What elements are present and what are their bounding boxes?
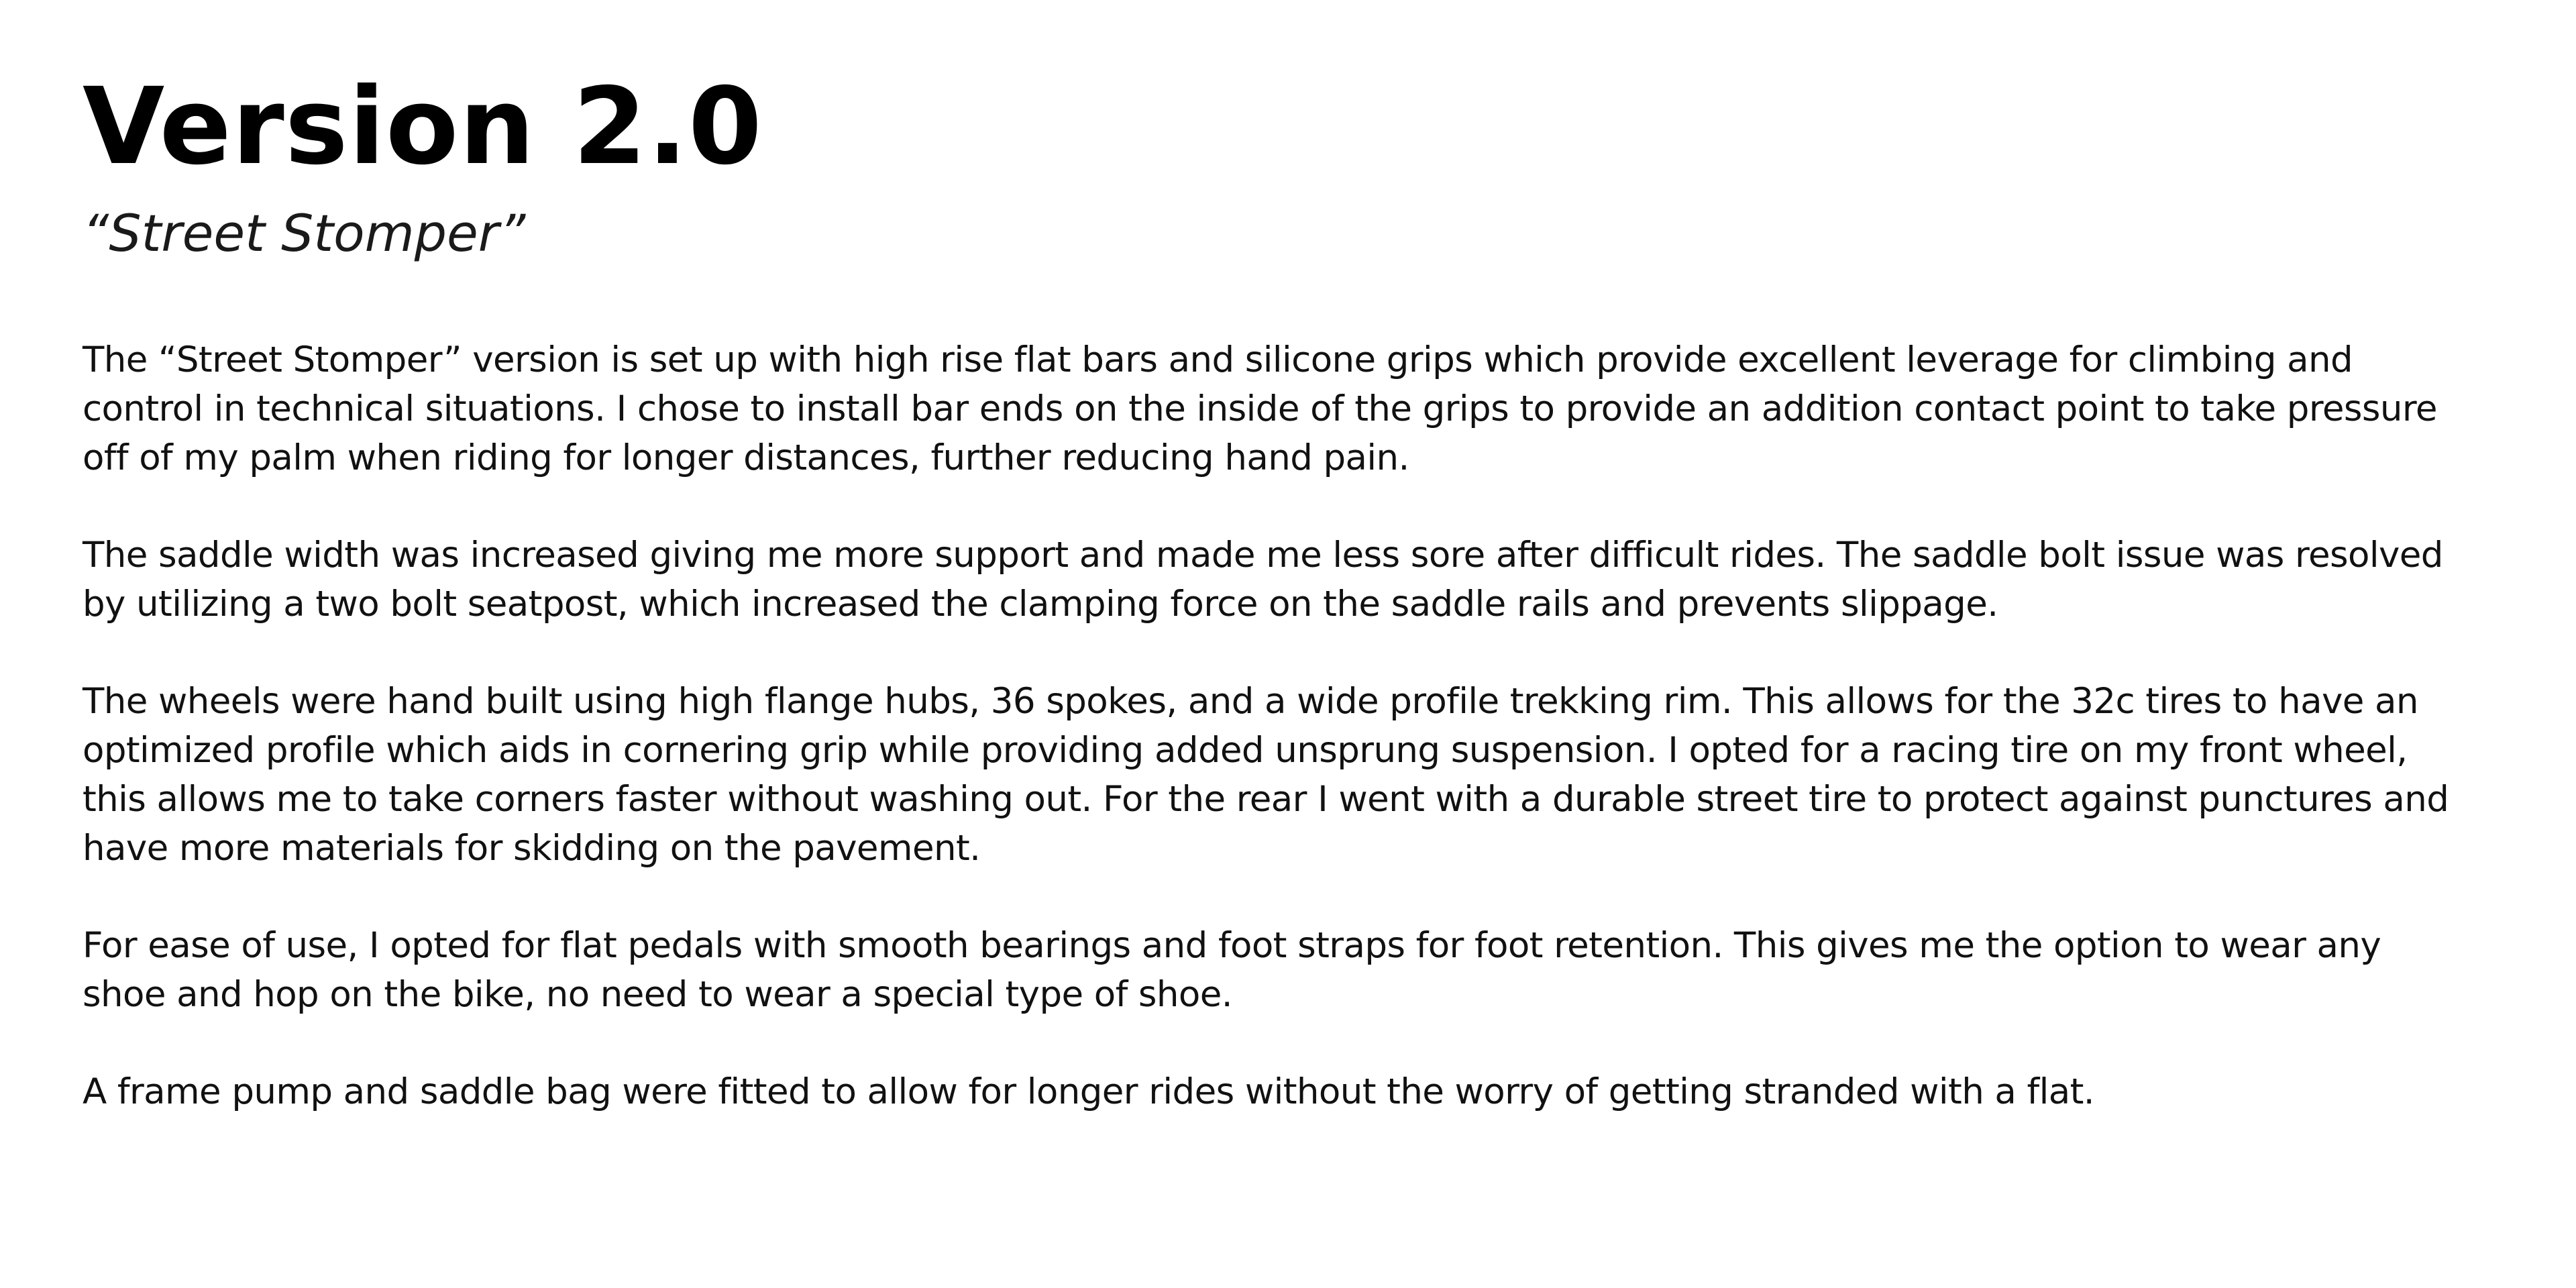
document-page [83, 65, 2471, 1165]
paragraph-handlebars: The “Street Stomper” version is set up with high rise flat bars and silicone grips which provide excellent leverage for climbing and control in technical situations. I chose to install bar ends on the inside of the grips to provide an addition contact point to take pressure off of my palm when riding for longer distances, further reducing hand pain. [83, 339, 2437, 478]
paragraph-pedals: For ease of use, I opted for flat pedals with smooth bearings and foot straps for foot retention. This gives me the option to wear any shoe and hop on the bike, no need to wear a special type of shoe. [83, 924, 2381, 1015]
paragraph-saddle: The saddle width was increased giving me more support and made me less sore after difficult rides. The saddle bolt issue was resolved by utilizing a two bolt seatpost, which increased the clamping force on the saddle rails and prevents slippage. [83, 534, 2443, 625]
paragraph-accessories: A frame pump and saddle bag were fitted to allow for longer rides without the worry of getting stranded with a flat. [83, 1071, 2095, 1112]
body-text [83, 335, 2471, 1116]
paragraph-wheels: The wheels were hand built using high flange hubs, 36 spokes, and a wide profile trekking rim. This allows for the 32c tires to have an optimized profile which aids in cornering grip while providing added unsprung suspension. I opted for a racing tire on my front wheel, this allows me to take corners faster without washing out. For the rear I went with a durable street tire to protect against punctures and have more materials for skidding on the pavement. [83, 680, 2449, 869]
page-subtitle: “Street Stomper” [83, 203, 526, 263]
page-title: Version 2.0 [83, 65, 763, 189]
